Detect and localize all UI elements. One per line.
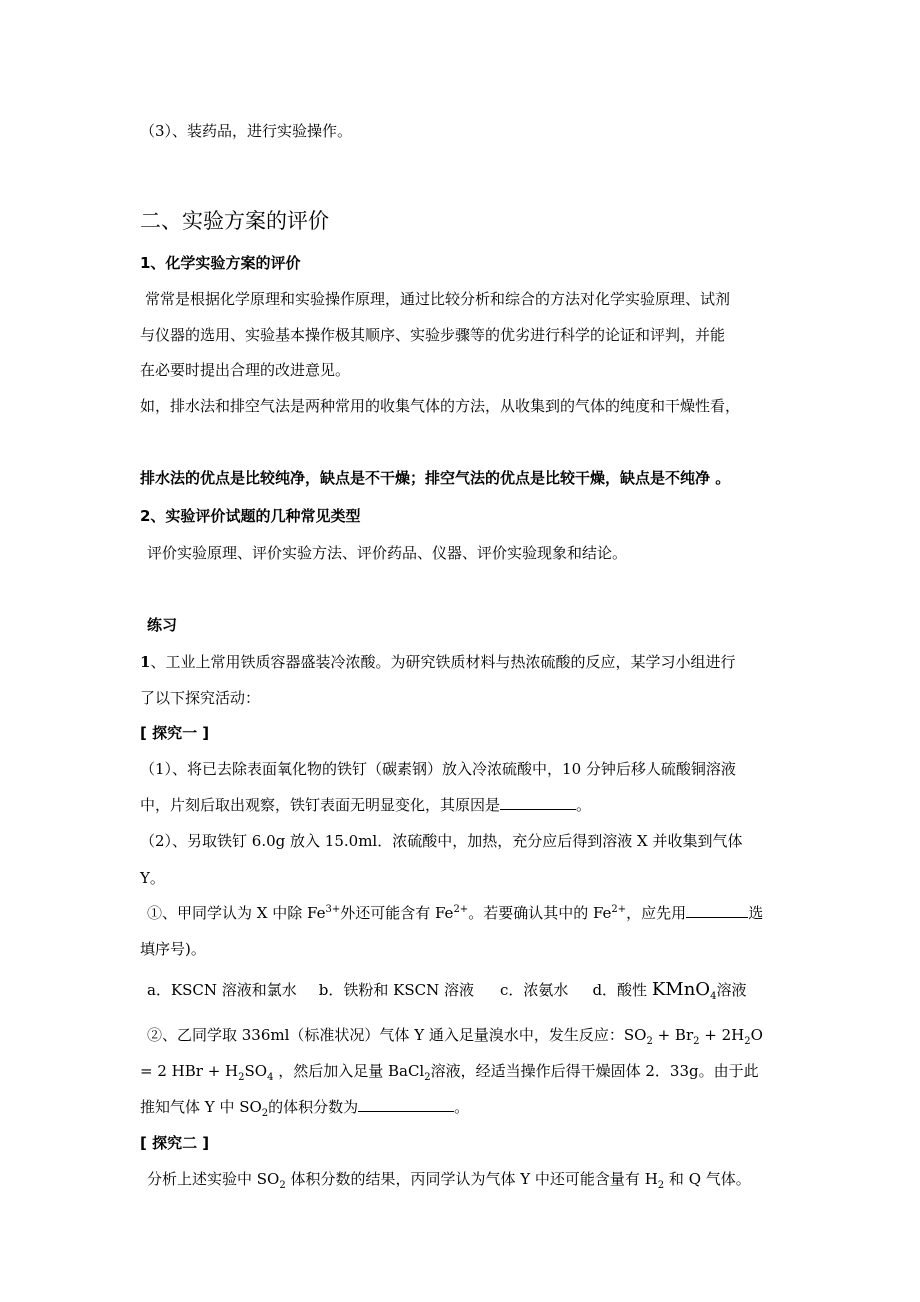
part-2-line-1: （2）、另取铁钉 6.0g 放入 15.0ml．浓硫酸中，加热，充分应后得到溶液 X 并收集到气体 (140, 832, 743, 850)
subscript: 2 (261, 1108, 269, 1119)
paragraph-line-5-bold: 排水法的优点是比较纯净，缺点是不干燥；排空气法的优点是比较干燥，缺点是不纯净 。 (140, 469, 731, 487)
question-number: 1 (140, 653, 151, 671)
question-1-text: 、工业上常用铁质容器盛装冷浓酸。为研究铁质材料与热浓硫酸的反应，某学习小组进行 (150, 653, 736, 671)
part-1-text: 中，片刻后取出观察，铁钉表面无明显变化，其原因是 (140, 796, 501, 814)
superscript: 2+ (453, 904, 469, 915)
question-1-line-1 (140, 652, 790, 672)
subheading-2: 2、实验评价试题的几种常见类型 (140, 507, 361, 525)
text-run: 。若要确认其中的 Fe (468, 904, 612, 922)
text-run: 外还可能含有 Fe (340, 904, 454, 922)
text-run: ①、甲同学认为 X 中除 Fe (147, 904, 326, 922)
step-3-line: （3）、装药品，进行实验操作。 (140, 122, 353, 140)
exercise-heading: 练习 (147, 616, 178, 634)
section-heading-evaluation: 二、实验方案的评价 (140, 209, 329, 233)
subscript: 2 (424, 1072, 431, 1083)
explore-two-heading: [ 探究二 ] (140, 1134, 210, 1152)
subscript: 4 (710, 991, 717, 1002)
option-b: b．铁粉和 KSCN 溶液 (318, 981, 475, 999)
text-run: O (750, 1026, 763, 1044)
text-run: 和 Q 气体。 (664, 1170, 751, 1188)
superscript: 2+ (611, 904, 627, 915)
superscript: 3+ (325, 904, 341, 915)
kmno4-formula: KMnO (651, 979, 711, 1000)
text-run: ，应先用 (626, 904, 687, 922)
text-run: = 2 HBr + H (140, 1062, 239, 1080)
subscript: 2 (238, 1072, 245, 1083)
option-d-suffix: 溶液 (716, 981, 747, 999)
subscript: 2 (646, 1036, 653, 1047)
answer-blank-3[interactable] (358, 1097, 454, 1112)
analysis-line (147, 1169, 797, 1189)
text-run: + Br (652, 1026, 694, 1044)
text-run: + 2H (699, 1026, 745, 1044)
option-d-label: d．酸性 (592, 981, 648, 999)
question-1-line-2: 了以下探究活动： (140, 689, 261, 707)
options-line (147, 980, 797, 1000)
subheading-1: 1、化学实验方案的评价 (140, 254, 301, 272)
text-run: 的体积分数为 (268, 1098, 359, 1116)
option-c: c．浓氨水 (500, 981, 569, 999)
text-run: 。 (454, 1098, 470, 1116)
paragraph-line-6: 评价实验原理、评价实验方法、评价药品、仪器、评价实验现象和结论。 (147, 544, 628, 562)
text-run: SO (244, 1062, 268, 1080)
subscript: 2 (279, 1180, 286, 1191)
subscript: 2 (744, 1036, 751, 1047)
text-run: 体积分数的结果，丙同学认为气体 Y 中还可能含量有 H (285, 1170, 658, 1188)
answer-blank-1[interactable] (500, 795, 576, 810)
text-run: ，然后加入足量 BaCl (273, 1062, 425, 1080)
subscript: 4 (267, 1072, 274, 1083)
paragraph-line-3: 在必要时提出合理的改进意见。 (140, 361, 351, 379)
part-2-line-2: Y。 (140, 869, 165, 887)
sub-question-1-line-1 (147, 903, 797, 923)
part-1-line-2 (140, 795, 790, 815)
part-1-line-1: （1）、将已去除表面氧化物的铁钉（碳素钢）放入冷浓硫酸中，10 分钟后移人硫酸铜溶液 (140, 760, 736, 778)
text-run: ②、乙同学取 336ml（标准状况）气体 Y 通入足量溴水中，发生反应：SO (147, 1026, 647, 1044)
text-run: 溶液，经适当操作后得干燥固体 2．33g。由于此 (430, 1062, 759, 1080)
paragraph-line-2: 与仪器的选用、实验基本操作极其顺序、实验步骤等的优劣进行科学的论证和评判，并能 (140, 326, 726, 344)
text-run: 选 (748, 904, 764, 922)
sub-question-2-line-3 (140, 1097, 790, 1117)
sub-question-2-line-1 (147, 1025, 797, 1045)
text-run: 分析上述实验中 SO (147, 1170, 280, 1188)
part-1-end: 。 (576, 796, 592, 814)
subscript: 2 (693, 1036, 700, 1047)
subscript: 2 (657, 1180, 665, 1191)
explore-one-heading: [ 探究一 ] (140, 724, 210, 742)
answer-blank-2[interactable] (686, 903, 748, 918)
paragraph-line-4: 如，排水法和排空气法是两种常用的收集气体的方法，从收集到的气体的纯度和干燥性看， (140, 397, 741, 415)
sub-question-1-line-2: 填序号)。 (140, 940, 206, 958)
sub-question-2-line-2 (140, 1061, 790, 1081)
paragraph-line-1: 常常是根据化学原理和实验操作原理，通过比较分析和综合的方法对化学实验原理、试剂 (145, 290, 731, 308)
option-a: a．KSCN 溶液和氯水 (147, 981, 297, 999)
text-run: 推知气体 Y 中 SO (140, 1098, 262, 1116)
